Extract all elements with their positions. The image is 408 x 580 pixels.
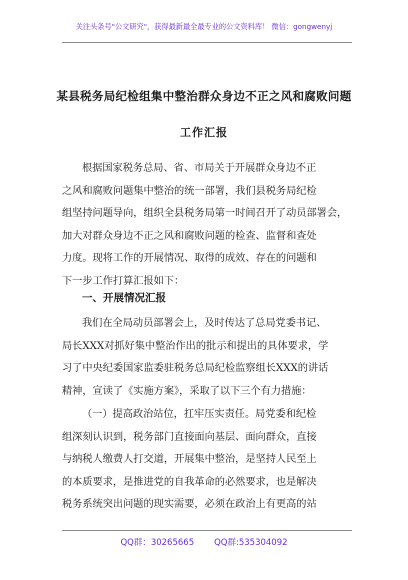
document-title: 某县税务局纪检组集中整治群众身边不正之风和腐败问题 (56, 89, 352, 103)
text-line: 加大对群众身边不正之风和腐败问题的检查、监督和查处 (62, 230, 317, 242)
header-divider (62, 42, 352, 43)
footer-divider (62, 530, 352, 531)
text-line: 下一步工作打算汇报如下： (62, 275, 185, 287)
footer-qq-group-1: QQ群：30265665 (120, 538, 195, 548)
text-line: 习了中央纪委国家监委驻税务总局纪检监察组长XXX的讲话 (62, 363, 329, 375)
text-line: 组深刻认识到，税务部门直接面向基层、面向群众，直接 (62, 431, 317, 443)
text-line: 的本质要求，是推进党的自我革命的必然要求，也是解决 (62, 476, 317, 488)
text-line: 我们在全局动员部署会上，及时传达了总局党委书记、 (82, 318, 327, 329)
text-line: 根据国家税务总局、省、市局关于开展群众身边不正 (82, 163, 317, 174)
text-line: 力度。现将工作的开展情况、取得的成效、存在的问题和 (62, 253, 317, 265)
text-line: 与纳税人缴费人打交道，开展集中整治，是坚持人民至上 (62, 454, 317, 466)
section-heading: 一、开展情况汇报 (82, 292, 166, 304)
text-line: 精神，宣读了《实施方案》，采取了以下三个有力措施： (62, 385, 312, 397)
text-line: 之风和腐败问题集中整治的统一部署，我们县税务局纪检 (62, 185, 317, 197)
footer-qq-group-2: QQ群:535304092 (214, 538, 288, 548)
document-subtitle: 工作汇报 (180, 126, 228, 139)
paragraph-intro (62, 158, 352, 294)
text-line: 局长XXX对抓好集中整治作出的批示和提出的具体要求，学 (62, 340, 329, 352)
text-line: （一）提高政治站位，扛牢压实责任。局党委和纪检 (82, 409, 317, 420)
footer (0, 536, 408, 548)
paragraph-measure-one (62, 404, 352, 517)
header-banner: 关注头条号"公文研究"，获得最新最全最专业的公文资料库！ 微信：gongwenyj (75, 22, 333, 31)
text-line: 组坚持问题导向，组织全县税务局第一时间召开了动员部署会， (62, 208, 348, 220)
text-line: 税务系统突出问题的现实需要，必须在政治上有更高的站 (62, 499, 317, 511)
paragraph-situation (62, 313, 352, 403)
